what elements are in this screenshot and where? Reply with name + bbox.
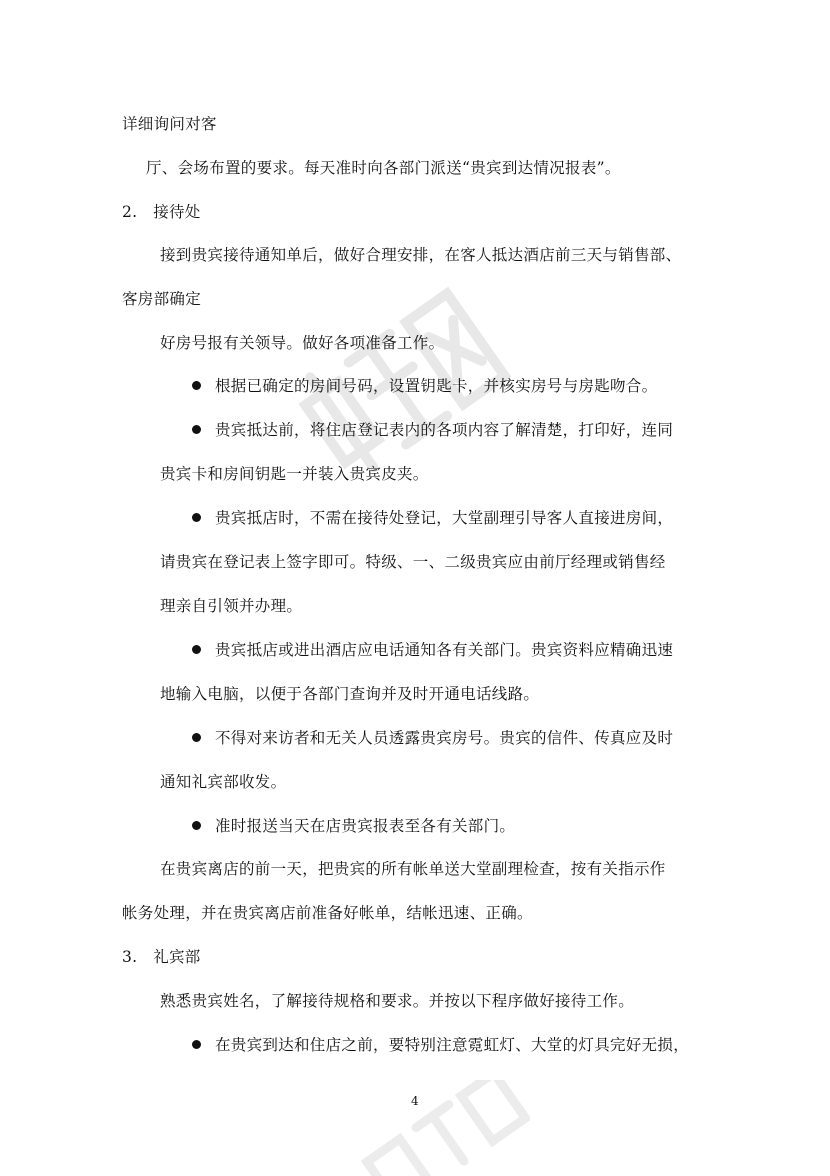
text-line-5: 客房部确定 [122, 290, 202, 308]
bullet-icon [192, 425, 201, 434]
text-line-16: 通知礼宾部收发。 [160, 773, 287, 791]
text-line-4: 接到贵宾接待通知单后，做好合理安排，在客人抵达酒店前三天与销售部、 [160, 246, 682, 264]
bullet-text-5: 不得对来访者和无关人员透露贵宾房号。贵宾的信件、传真应及时 [215, 729, 674, 747]
page-number: 4 [411, 1094, 419, 1108]
section-heading-reception: 2. 接待处 [122, 203, 201, 221]
text-line-11: 请贵宾在登记表上签字即可。特级、一、二级贵宾应由前厅经理或销售经 [160, 553, 666, 571]
bullet-text-4: 贵宾抵店或进出酒店应电话通知各有关部门。贵宾资料应精确迅速 [215, 641, 674, 659]
section-heading-concierge: 3. 礼宾部 [122, 948, 201, 966]
bullet-text-3: 贵宾抵店时，不需在接待处登记，大堂副理引导客人直接进房间， [215, 509, 674, 527]
bullet-icon [192, 645, 201, 654]
text-line-21: 熟悉贵宾姓名，了解接待规格和要求。并按以下程序做好接待工作。 [160, 992, 635, 1010]
text-line-12: 理亲自引领并办理。 [160, 597, 303, 615]
watermark-logo-bottom [330, 1080, 530, 1176]
bullet-icon [192, 821, 201, 830]
bullet-text-6: 准时报送当天在店贵宾报表至各有关部门。 [215, 817, 516, 835]
text-line-1: 详细询问对客 [122, 115, 217, 133]
bullet-text-2: 贵宾抵达前，将住店登记表内的各项内容了解清楚，打印好，连同 [215, 421, 674, 439]
text-line-19: 帐务处理，并在贵宾离店前准备好帐单，结帐迅速、正确。 [122, 904, 533, 922]
text-line-18: 在贵宾离店的前一天，把贵宾的所有帐单送大堂副理检查，按有关指示作 [160, 860, 666, 878]
text-line-14: 地输入电脑，以便于各部门查询并及时开通电话线路。 [160, 685, 540, 703]
text-line-2: 厅、会场布置的要求。每天准时向各部门派送“贵宾到达情况报表”。 [146, 159, 621, 177]
bullet-icon [192, 513, 201, 522]
text-line-9: 贵宾卡和房间钥匙一并装入贵宾皮夹。 [160, 465, 429, 483]
bullet-text-7: 在贵宾到达和住店之前，要特别注意霓虹灯、大堂的灯具完好无损， [215, 1036, 690, 1054]
bullet-text-1: 根据已确定的房间号码，设置钥匙卡，并核实房号与房匙吻合。 [215, 377, 658, 395]
bullet-icon [192, 1040, 201, 1049]
bullet-icon [192, 733, 201, 742]
bullet-icon [192, 381, 201, 390]
text-line-6: 好房号报有关领导。做好各项准备工作。 [160, 334, 445, 352]
